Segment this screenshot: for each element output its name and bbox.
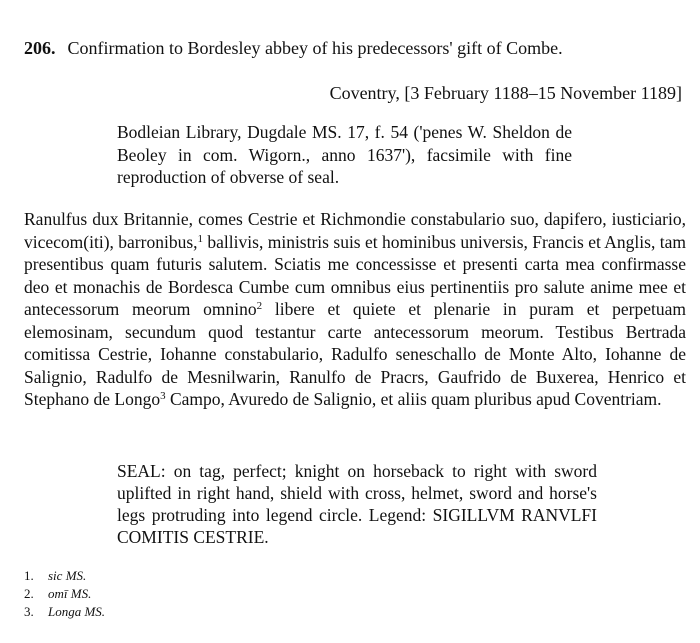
- charter-text-part-4: Campo, Avuredo de Salignio, et aliis quam pluribus apud Coventriam.: [165, 389, 662, 409]
- footnote-text: Longa MS.: [48, 604, 106, 619]
- footnote-marker-1: 1: [197, 232, 204, 245]
- charter-text: [24, 208, 686, 411]
- seal-description: SEAL: on tag, perfect; knight on horseback to right with sword uplifted in right hand, shield with cross, helmet, sword and horse's legs protruding into legend circle. Legend: SIGILLVM RANVLFI COMITIS CESTRIE.: [117, 461, 597, 547]
- footnote-2: [24, 585, 105, 603]
- place-date-line: Coventry, [3 February 1188–15 November 1189]: [329, 83, 682, 103]
- charter-text-part-1: Ranulfus dux Britannie, comes Cestrie et Richmondie constabulario suo, dapifero, iusticiario, vicecom(iti), barronibus,: [24, 209, 686, 252]
- charter-text-part-3: libere et quiete et plenarie in puram et perpetuam elemosinam, secundum quod testantur carte antecessorum meorum. Testibus Bertrada comitissa Cestrie, Iohanne constabulario, Radulfo seneschallo de Monte Alto, Iohanne de Salignio, Radulfo de Mesnilwarin, Ranulfo de Pracrs, Gaufrido de Buxerea, Henrico et Stephano de Longo: [24, 299, 686, 409]
- footnote-marker-2: 2: [256, 300, 263, 312]
- footnotes: [24, 567, 105, 621]
- footnote-text: sic MS.: [48, 568, 87, 583]
- document-title: Confirmation to Bordesley abbey of his predecessors' gift of Combe.: [67, 38, 563, 58]
- source-citation: Bodleian Library, Dugdale MS. 17, f. 54 ('penes W. Sheldon de Beoley in com. Wigorn., anno 1637'), facsimile with fine reproduction of obverse of seal.: [117, 122, 572, 187]
- document-number: 206.: [24, 38, 56, 58]
- footnote-text: omī MS.: [48, 586, 92, 601]
- footnote-marker-3: 3: [160, 390, 166, 402]
- charter-text-part-2: ballivis, ministris suis et hominibus universis, Francis et Anglis, tam presentibus quam futuris salutem. Sciatis me concessisse et presenti carta mea confirmasse deo et monachis de Bordesca Cumbe cum omnibus eius pertinentiis pro salute anime mee et antecessorum meorum omnino: [24, 231, 686, 319]
- footnote-number: 1.: [24, 568, 34, 583]
- footnote-number: 2.: [24, 586, 34, 601]
- footnote-1: [24, 567, 105, 585]
- footnote-3: [24, 603, 105, 621]
- document-heading: [24, 37, 684, 59]
- footnote-number: 3.: [24, 604, 34, 619]
